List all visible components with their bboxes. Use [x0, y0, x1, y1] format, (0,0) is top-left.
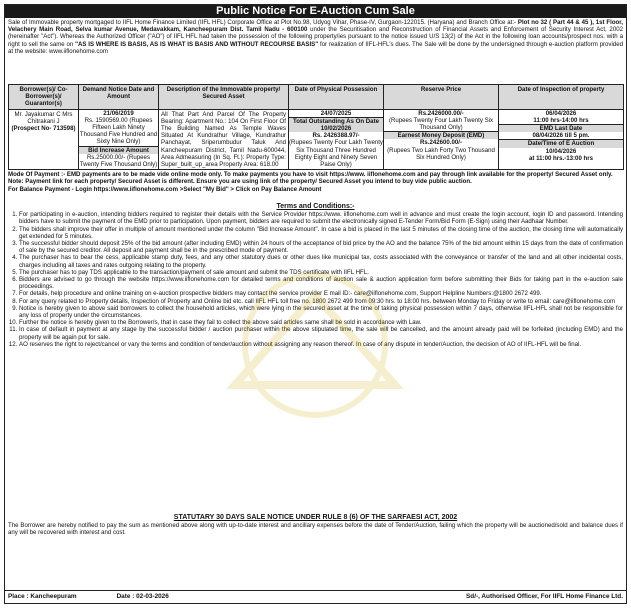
borrower-names: Mr. Jayakumar C Mrs Chitrakani J [14, 110, 73, 125]
footer [5, 590, 626, 603]
description-cell: All That Part And Parcel Of The Property Bearing: Apartment No.: 104 On First Floor Of The Building Named As Temple Waves Situated At Kundrathur Village, Kundrathur Panchayat, Sriperumbudur Taluk And Kancheepuram District, Tamil Nadu-600044, Area Admeasuring (In Sq. Ft.): Property Type: Super_built_up_area Property Area: 618.00 [159, 109, 289, 170]
sale-basis: "AS IS WHERE IS BASIS, AS IS WHAT IS BASIS AND WITHOUT RECOURSE BASIS" [75, 40, 319, 48]
notice-page [4, 4, 627, 604]
emd-last-date-label: EMD Last Date [499, 124, 623, 132]
mode-of-payment [5, 170, 626, 202]
list-item: 2. The bidders shall improve their offer in multiple of amount mentioned under the column "Bid Increase Amount". In case a bid is placed in the last 5 minutes of the closing time of the auction, the closing time will automatically get extended for 5 minutes. [19, 226, 623, 240]
terms-list [5, 211, 626, 513]
statutory-text: The Borrower are hereby notified to pay the sum as mentioned above along with up-to-date interest and ancillary expenses before the date of Tender/Auction, failing which the property will be auctioned/sold and balance dues if any will be recovered with interest and cost. [8, 522, 623, 537]
emd-last-date: 08/04/2026 till 5 pm. [532, 132, 590, 140]
outstanding-amount: Rs. 2426388.97/- [312, 132, 360, 140]
intro-text-1: Sale of Immovable property mortgaged to IIFL Home Finance Limited (IIFL HFL) Corporate Office at Plot No.98, Udyog Vihar, Phase-IV, Gurgaon-122015. (Haryana) and Branch Office at:- [8, 19, 517, 26]
outstanding-words: (Rupees Twenty Four Lakh Twenty Six Thousand Three Hundred Eighty Eight and Ninety Seven Paise Only) [289, 139, 383, 169]
list-item: 3. The successful bidder should deposit 25% of the bid amount (after including EMD) within 24 hours of the acceptance of bid price by the AO and the balance 75% of the bid amount within 15 days from the date of confirmation of sale by the secured creditor. All deposit and payment shall be in the prescribed mode of payment. [19, 240, 623, 254]
col-borrower: Borrower(s)/ Co-Borrower(s)/ Guarantor(s) [9, 85, 79, 110]
auction-time: at 11:00 hrs.-13:00 hrs [528, 154, 594, 162]
demand-cell [79, 109, 159, 170]
list-item: 9. Notice is hereby given to above said borrowers to collect the household articles, which were lying in the secured asset at the time of taking physical possession within 7 days, otherwise IIFL-HFL shall not be responsible for any loss of property under the circumstances. [19, 305, 623, 319]
footer-date: Date : 02-03-2026 [116, 593, 169, 600]
col-description: Description of the Immovable property/ Secured Asset [159, 85, 289, 110]
demand-amount: Rs. 1590569.00 (Rupees Fifteen Lakh Ninety Thousand Five Hundred and Sixty Nine Only) [79, 116, 158, 146]
bid-increase-amount: Rs.25000.00/- (Rupees Twenty Five Thousand Only) [79, 153, 158, 169]
list-item: 7. For details, help procedure and online training on e-auction prospective bidders may contact the service provider E mail ID:- care@iiflonehome.com, Support Helpline Numbers:@1800 2672 499. [19, 290, 623, 297]
balance-payment-text: For Balance Payment - Login https://www.iiflonehome.com >Select "My Bid" > Click on Pay Balance Amount [8, 185, 322, 193]
inspection-date: 06/04/2026 [545, 109, 577, 117]
list-item: 11. In case of default in payment at any stage by the successful bidder / auction purchaser within the above stipulated time, the sale will be cancelled, and the amount already paid will be forfeited (including EMD) and the property will be again put for sale. [19, 326, 623, 340]
prospect-number: (Prospect No- 713598) [11, 125, 76, 133]
demand-date: 21/06/2019 [103, 109, 134, 117]
intro-text-2: under the Securitisation and Reconstruction of Financial Assets and Enforcement of Security Interest Act, 2002 (hereinafter "Act"). Whereas the Authorized Officer ("AO") of IIFL HFL had taken the possession of the following property/ies pursuant to the notice issued U/S 13(2) of the Act in the following loan accounts/prospect nos. with a right to sell the same on [8, 26, 623, 48]
list-item: 5. The purchaser has to pay TDS applicable to the transaction/payment of sale amount and submit the TDS certificate with IIFL HFL. [19, 269, 623, 276]
inspection-time: 11:00 hrs-14:00 hrs [533, 116, 589, 124]
reserve-price-words: (Rupees Twenty Four Lakh Twenty Six Thousand Only) [388, 116, 494, 132]
footer-place: Place : Kancheepuram [8, 593, 77, 600]
possession-date: 24/07/2025 [320, 109, 352, 117]
bid-increase-label: Bid Increase Amount [79, 146, 158, 154]
possession-cell [289, 109, 384, 170]
table-header-row [9, 85, 624, 110]
col-reserve: Reserve Price [384, 85, 499, 110]
branch-address: Plot no 32 ( Part 44 & 45 ), 1st Floor, Velachery Main Road, Selva kumar Avenue, Medavakkam, Kancheepuram Dist. Tamil Nadu - 600100 [8, 19, 623, 34]
list-item: 10. Further the notice is hereby given to the Borrower/s, that in case they fail to collect the above said articles same shall be sold in accordance with Law. [19, 319, 623, 326]
auction-date: 10/04/2026 [545, 147, 577, 155]
col-inspection: Date of Inspection of property [499, 85, 624, 110]
outstanding-label: Total Outstanding As On Date 10/02/2026 [289, 117, 383, 132]
list-item: 8. For any query related to Property details, Inspection of Property and Online bid etc. call IIFL HFL toll free no. 1800 2672 499 from 09:30 hrs. to 18:00 hrs. between Monday to Friday or write to email: care@iiflonehome.com [19, 298, 623, 305]
property-table [8, 84, 624, 170]
terms-title: Terms and Conditions:- [276, 203, 355, 211]
statutory-title: STATUTARY 30 DAYS SALE NOTICE UNDER RULE 8 (6) OF THE SARFAESI ACT, 2002 [173, 514, 458, 522]
mode-of-payment-text: Mode Of Payment :- EMD payments are to be made vide online mode only. To make payments you have to visit https://www. iiflonehome.com and pay through link available for the property/ Secured Asset only. Note: Payment link for each property/ Secured Asset is different. Ensure you are using link of the property/ Secured Asset you intend to buy vide public auction. [8, 171, 613, 186]
emd-amount: Rs.242600.00/- [419, 139, 462, 147]
auction-date-label: Date/Time of E Auction [499, 139, 623, 147]
emd-words: (Rupees Two Lakh Forty Two Thousand Six Hundred Only) [387, 146, 495, 161]
col-demand: Demand Notice Date and Amount [79, 85, 159, 110]
inspection-cell [499, 109, 624, 170]
list-item: 1. For participating in e-auction, intending bidders required to register their details with the Service Provider https://www. iiflonehome.com well in advance and must create the login account, login ID and password. Intending bidders have to submit the payment of the EMD prior to participation. Upon payment, bidders are required to submit the electronically signed E-Tender Form/Bid Form (E-Sign) using their Aadhaar Number. [19, 211, 623, 225]
list-item: 6. Bidders are advised to go through the website https://www.iiflonehome.com for detailed terms and conditions of auction sale & auction application form before submitting their Bids for taking part in the e-auction sale proceedings. [19, 276, 623, 290]
reserve-price: Rs.2426000.00/- [418, 109, 464, 117]
footer-signature: Sd/-, Authorised Officer, For IIFL Home Finance Ltd. [466, 593, 623, 600]
list-item: 12. AO reserves the right to reject/cancel or vary the terms and condition of tender/auction without assigning any reason thereof. In case of any dispute in tender/Auction, the decision of AO of IIFL-HFL will be final. [19, 341, 623, 348]
intro-text-3: for realization of IIFL-HFL's dues. The Sale will be done by the undersigned through e-auction platform provided at the website: www.iiflonehome.com [8, 40, 623, 55]
intro-paragraph [5, 18, 626, 83]
reserve-cell [384, 109, 499, 170]
emd-label: Earnest Money Deposit (EMD) [384, 131, 498, 139]
list-item: 4. The purchaser has to bear the cess, applicable stamp duty, fees, and any other statutory dues or other dues like municipal tax, costs associated with the conveyance or transfer of the land and all other incidental costs, charges including all taxes and rates outgoing relating to the property. [19, 254, 623, 268]
col-possession: Date of Physical Possession [289, 85, 384, 110]
notice-title: Public Notice For E-Auction Cum Sale [5, 5, 626, 18]
table-row [9, 109, 624, 170]
borrower-cell [9, 109, 79, 170]
